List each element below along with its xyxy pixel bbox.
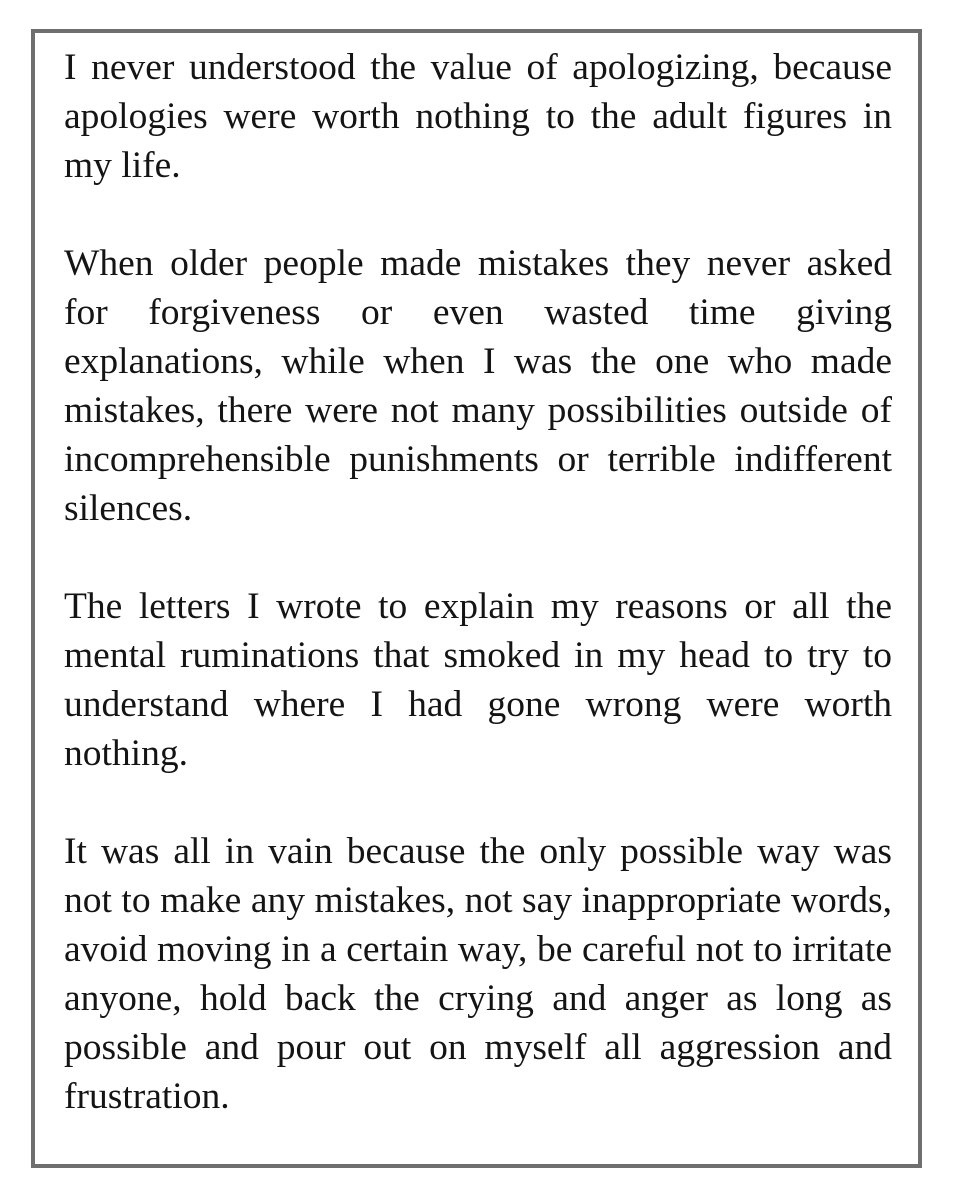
paragraph-4: It was all in vain because the only possible way was not to make any mistakes, not say inappropriate words, avoid moving in a certain way, be careful not to irritate anyone, hold back the crying and anger as long as possible and pour out on myself all aggression and frustration. xyxy=(64,831,892,1117)
paragraph-3: The letters I wrote to explain my reasons or all the mental ruminations that smoked in my head to try to understand where I had gone wrong were worth nothing. xyxy=(64,586,892,774)
text-body xyxy=(64,43,892,1121)
paragraph-2: When older people made mistakes they never asked for forgiveness or even wasted time giving explanations, while when I was the one who made mistakes, there were not many possibilities outside of incomprehensible punishments or terrible indifferent silences. xyxy=(64,243,892,529)
text-frame xyxy=(31,29,922,1168)
paragraph-1: I never understood the value of apologizing, because apologies were worth nothing to the adult figures in my life. xyxy=(64,47,892,186)
